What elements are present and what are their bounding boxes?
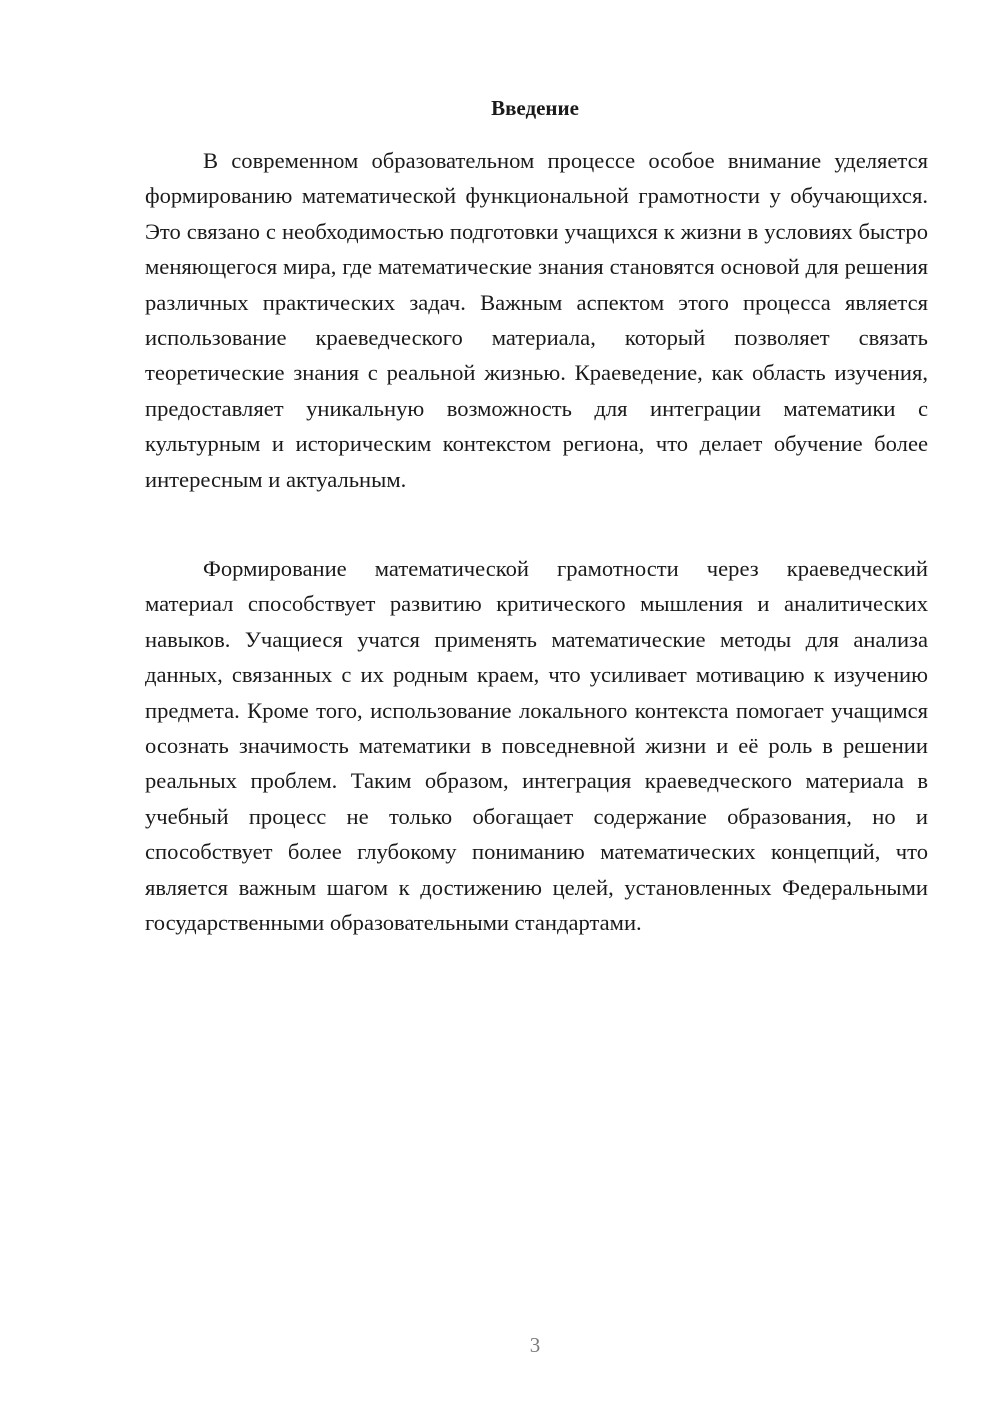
paragraph-introduction-2: Формирование математической грамотности через краеведческий материал способствует развитию критического мышления и аналитических навыков. Учащиеся учатся применять математические методы для анализа данных, связанных с их родным краем, что усиливает мотивацию к изучению предмета. Кроме того, использование локального контекста помогает учащимся осознать значимость математики в повседневной жизни и её роль в решении реальных проблем. Таким образом, интеграция краеведческого материала в учебный процесс не только обогащает содержание образования, но и способствует более глубокому пониманию математических концепций, что является важным шагом к достижению целей, установленных Федеральными государственными образовательными стандартами. [145, 556, 928, 936]
paragraph-introduction-1: В современном образовательном процессе особое внимание уделяется формированию математической функциональной грамотности у обучающихся. Это связано с необходимостью подготовки учащихся к жизни в условиях быстро меняющегося мира, где математические знания становятся основой для решения различных практических задач. Важным аспектом этого процесса является использование краеведческого материала, который позволяет связать теоретические знания с реальной жизнью. Краеведение, как область изучения, предоставляет уникальную возможность для интеграции математики с культурным и историческим контекстом региона, что делает обучение более интересным и актуальным. [145, 148, 928, 492]
section-heading: Введение [491, 96, 579, 120]
page-number: 3 [529, 1333, 541, 1357]
